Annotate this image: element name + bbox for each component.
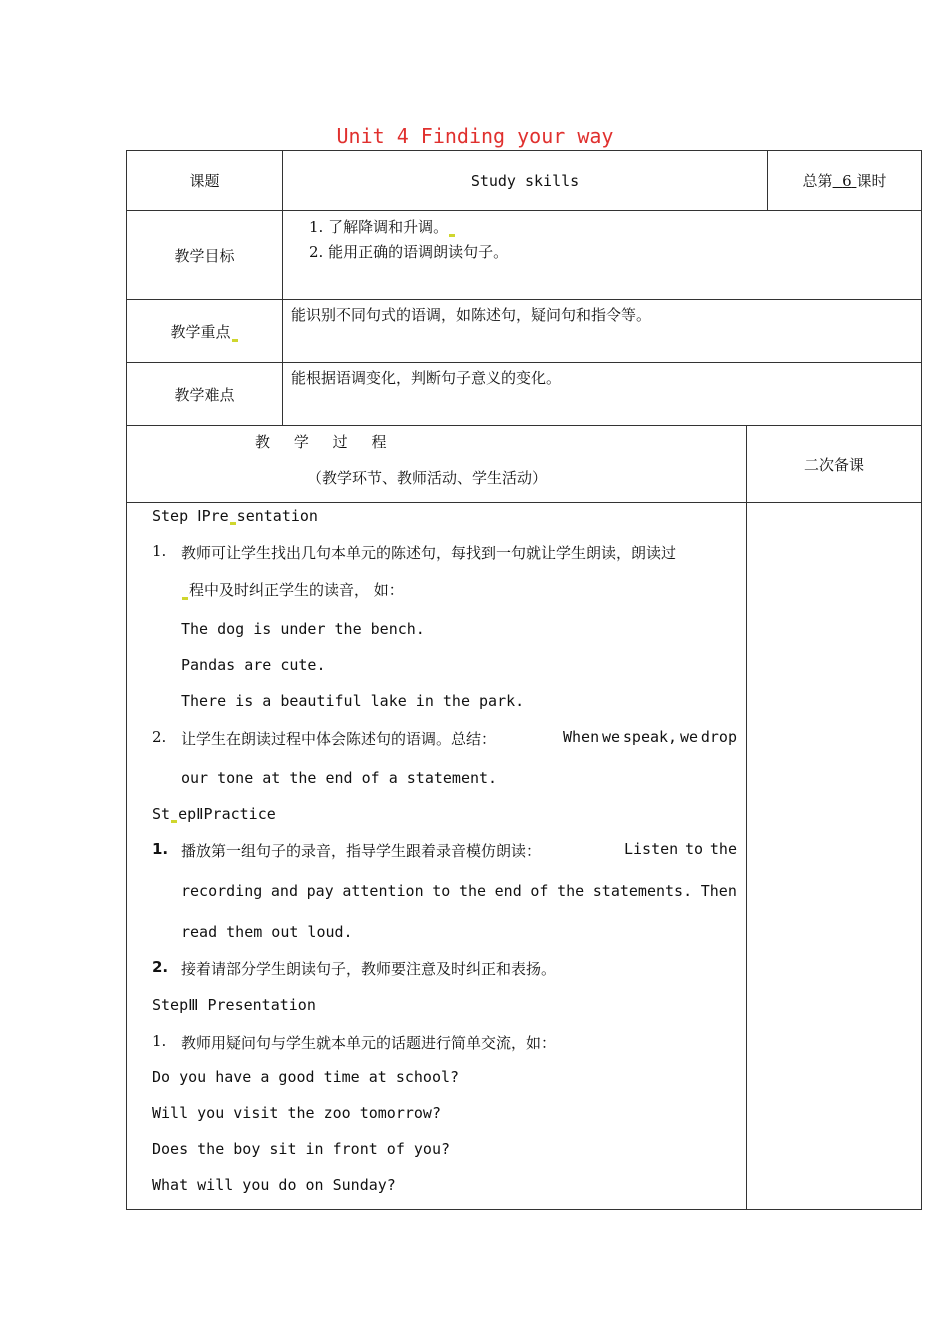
notes-header-cell (746, 425, 922, 503)
step1-item2-line2: our tone at the end of a statement. (181, 769, 498, 787)
key-points-content-cell (282, 299, 922, 363)
edit-mark-icon (171, 820, 177, 823)
period-cell (767, 150, 922, 211)
topic-value-cell (282, 150, 768, 211)
edit-mark-icon (449, 234, 455, 237)
objectives-label: 教学目标 (174, 246, 235, 265)
difficulties-content-cell (282, 362, 922, 426)
key-points-label-cell (126, 299, 283, 363)
process-heading: 教 学 过 程 (255, 433, 387, 451)
objective-item: 1. 了解降调和升调。 (309, 216, 456, 237)
edit-mark-icon (232, 339, 238, 342)
question-sentence: What will you do on Sunday? (152, 1176, 396, 1194)
step2-item1-line1-en: Listen to the (624, 840, 737, 858)
step2-item1-line3: read them out loud. (181, 923, 353, 941)
key-points-text: 能识别不同句式的语调，如陈述句，疑问句和指令等。 (291, 306, 652, 324)
step1-item2-number: 2. (152, 728, 167, 746)
document-title: Unit 4 Finding your way (336, 124, 614, 148)
edit-mark-icon (230, 522, 236, 525)
step3-heading: StepⅢ Presentation (152, 996, 316, 1014)
period-number: 6 (842, 171, 852, 190)
step3-item1-number: 1. (152, 1032, 167, 1050)
period-prefix: 总第 (802, 172, 833, 190)
topic-label-cell (126, 150, 283, 211)
example-sentence: The dog is under the bench. (181, 620, 425, 638)
step1-item2-line1-en: When we speak, we drop (563, 728, 737, 746)
question-sentence: Does the boy sit in front of you? (152, 1140, 451, 1158)
step1-item1-line1: 教师可让学生找出几句本单元的陈述句，每找到一句就让学生朗读，朗读过 (181, 544, 677, 562)
step2-item2-text: 接着请部分学生朗读句子，教师要注意及时纠正和表扬。 (181, 960, 557, 978)
step1-item1-line2: 程中及时纠正学生的读音， 如： (181, 579, 404, 600)
step2-item2-number: 2. (152, 958, 169, 976)
step2-item1-line1-cn: 播放第一组句子的录音，指导学生跟着录音模仿朗读： (181, 842, 542, 860)
process-header-cell (126, 425, 747, 503)
notes-label: 二次备课 (803, 455, 864, 474)
key-points-label: 教学重点 (170, 321, 238, 342)
topic-value: Study skills (470, 171, 580, 190)
objective-item: 2. 能用正确的语调朗读句子。 (309, 243, 509, 261)
objectives-content-cell (282, 210, 922, 300)
edit-mark-icon (182, 597, 188, 600)
question-sentence: Will you visit the zoo tomorrow? (152, 1104, 441, 1122)
step3-item1-text: 教师用疑问句与学生就本单元的话题进行简单交流，如： (181, 1034, 557, 1052)
difficulties-label: 教学难点 (174, 385, 235, 404)
period-suffix: 课时 (856, 172, 887, 190)
example-sentence: Pandas are cute. (181, 656, 326, 674)
step2-heading: St epⅡPractice (152, 805, 276, 823)
difficulties-text: 能根据语调变化，判断句子意义的变化。 (291, 369, 562, 387)
step1-item2-line1-cn: 让学生在朗读过程中体会陈述句的语调。总结： (181, 730, 497, 748)
step2-item1-number: 1. (152, 840, 169, 858)
step2-item1-line2: recording and pay attention to the end of the statements. Then (181, 882, 737, 900)
objectives-label-cell (126, 210, 283, 300)
example-sentence: There is a beautiful lake in the park. (181, 692, 525, 710)
question-sentence: Do you have a good time at school? (152, 1068, 460, 1086)
topic-label: 课题 (189, 172, 220, 190)
step1-heading: Step ⅠPre sentation (152, 507, 318, 525)
step1-item1-number: 1. (152, 542, 167, 560)
difficulties-label-cell (126, 362, 283, 426)
notes-body-cell (746, 502, 922, 1210)
process-subheading: （教学环节、教师活动、学生活动） (307, 469, 548, 487)
